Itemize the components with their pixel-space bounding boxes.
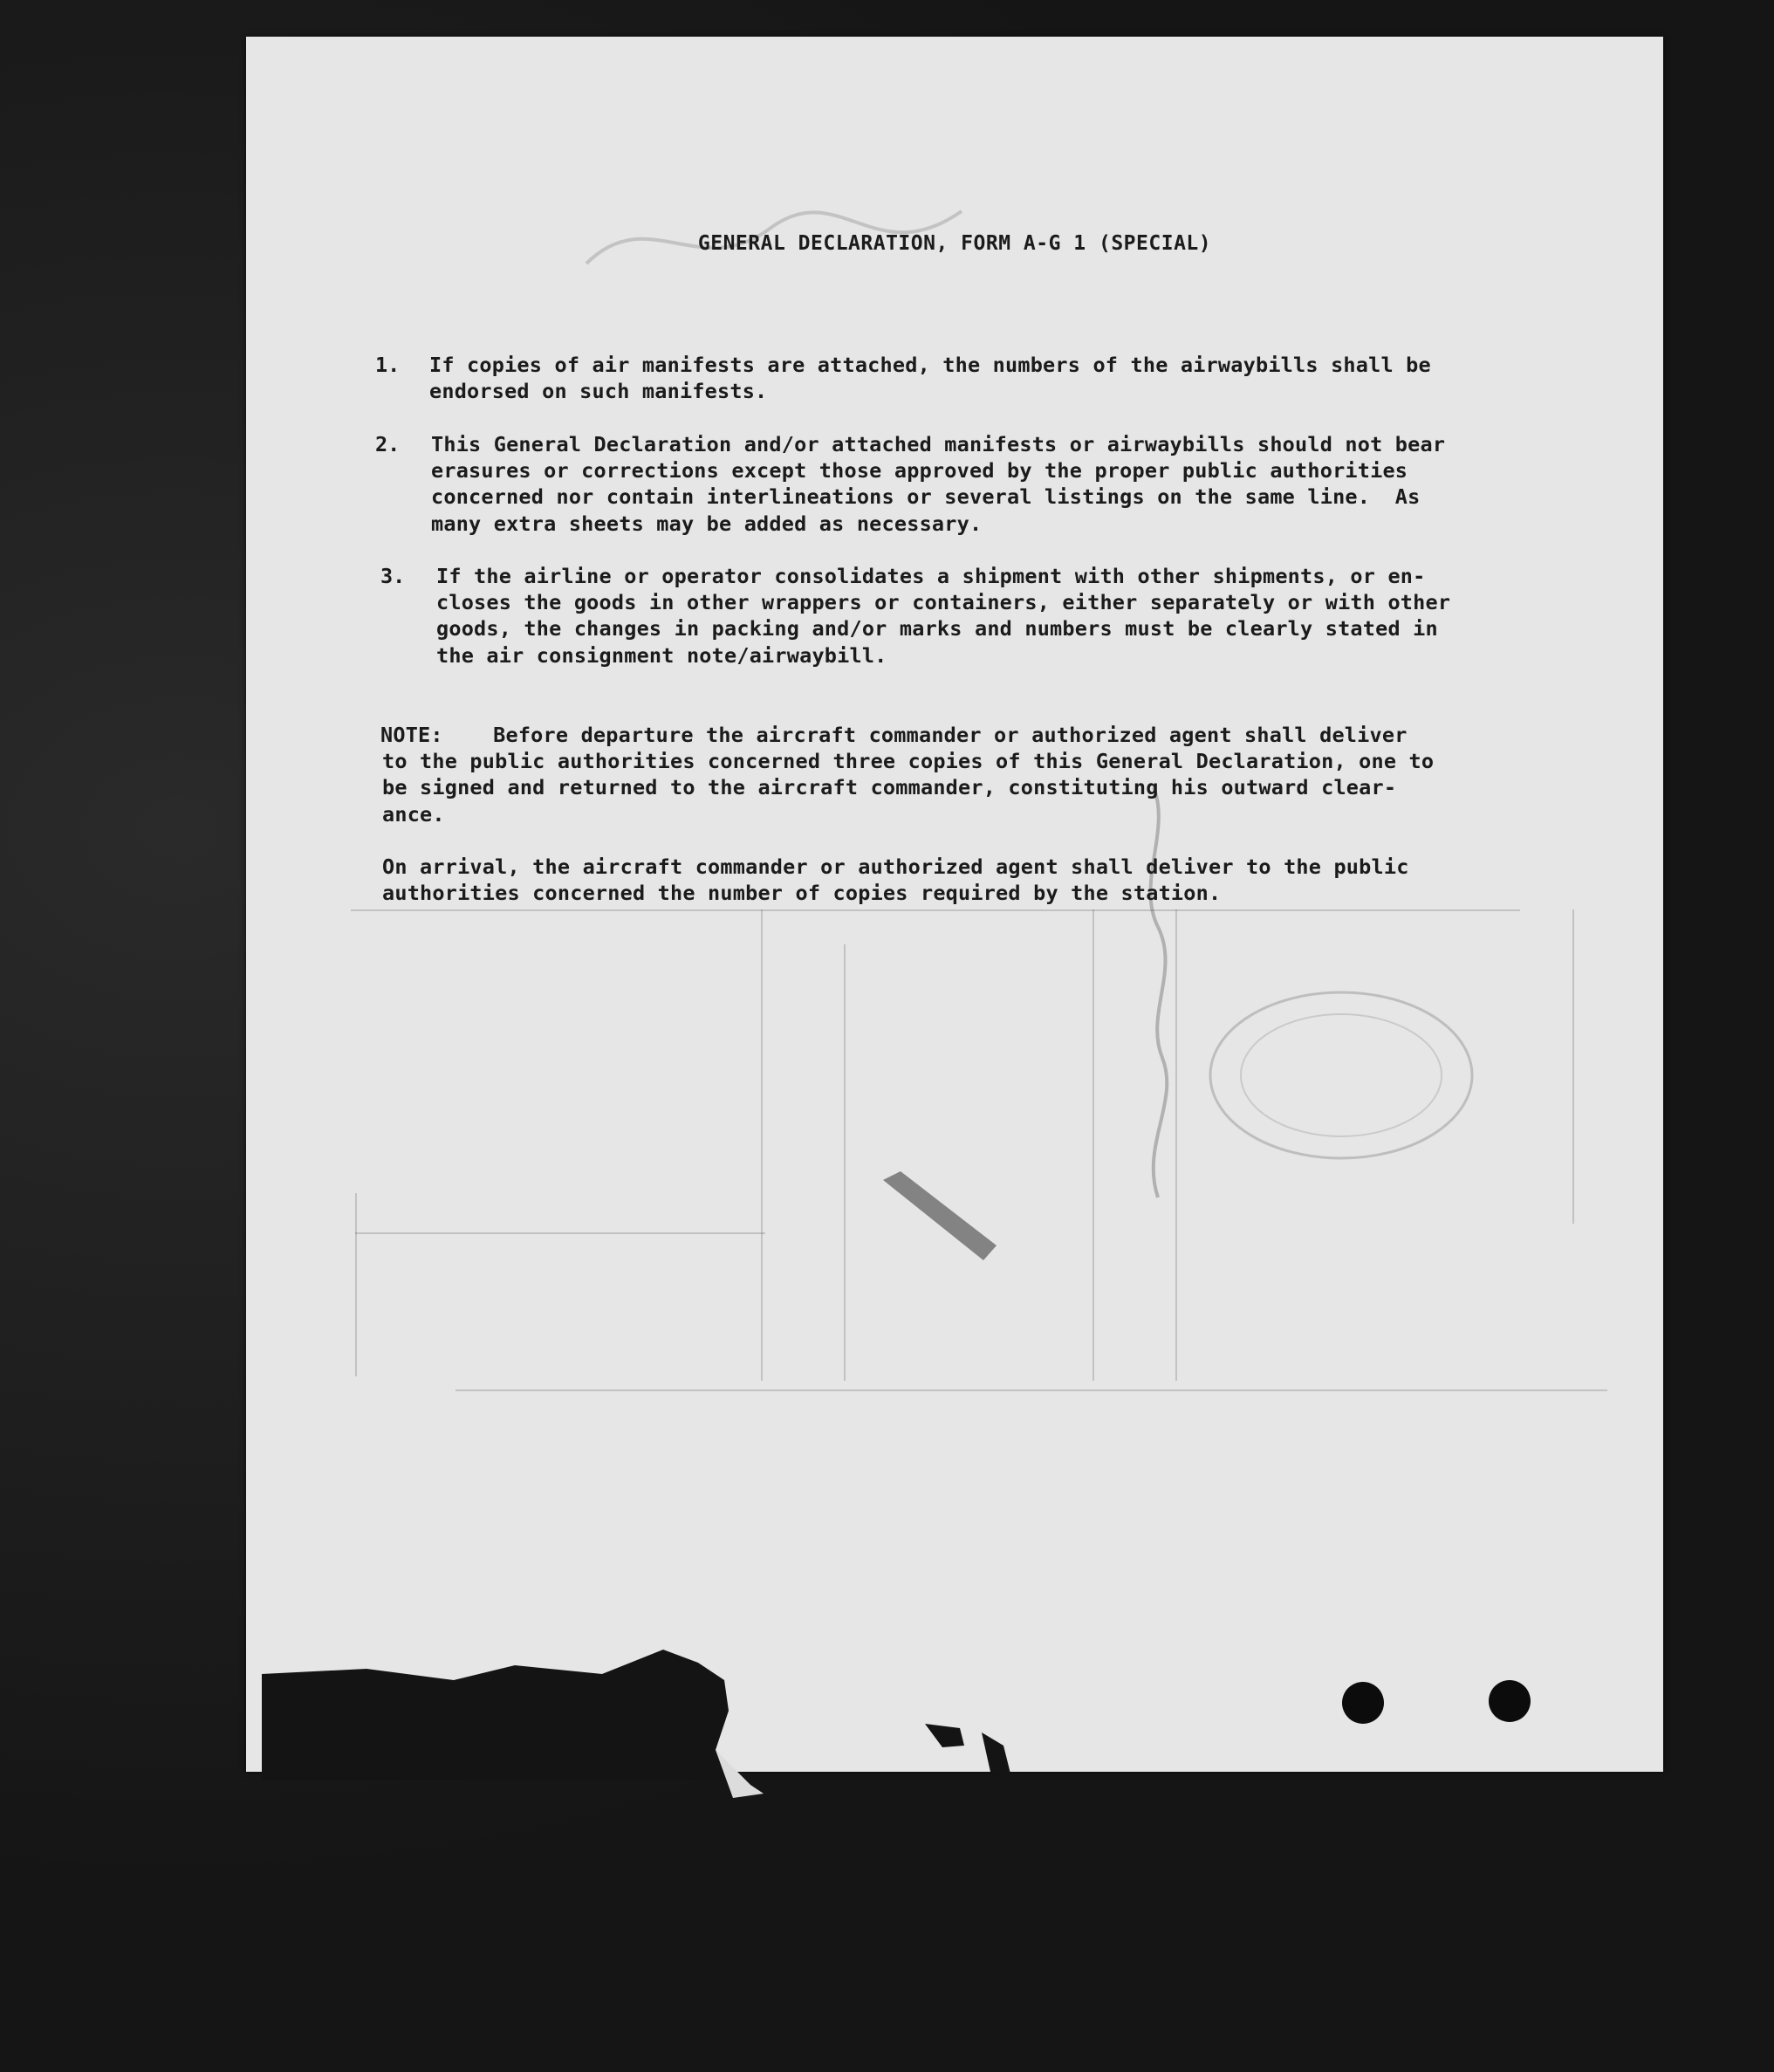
item-1-line-2: endorsed on such manifests. (429, 379, 768, 403)
arrival-line-1: On arrival, the aircraft commander or authorized agent shall deliver to the public (382, 854, 1409, 879)
ink-smudge (874, 1163, 1005, 1267)
bleed-through-rule (1092, 909, 1094, 1381)
note-line-1: NOTE: Before departure the aircraft commander or authorized agent shall deliver (380, 723, 1408, 747)
bleed-through-rule (844, 944, 846, 1381)
note-line-2: to the public authorities concerned three copies of this General Declaration, one to (382, 749, 1435, 773)
note-line-3: be signed and returned to the aircraft commander, constituting his outward clear- (382, 775, 1397, 799)
item-2-line-2: erasures or corrections except those approved by the proper public authorities (431, 458, 1408, 483)
document-title: GENERAL DECLARATION, FORM A-G 1 (SPECIAL) (697, 232, 1212, 255)
item-3-line-2: closes the goods in other wrappers or containers, either separately or with other (436, 590, 1451, 614)
bleed-through-rule (761, 909, 763, 1381)
item-3-line-3: goods, the changes in packing and/or marks and numbers must be clearly stated in (436, 616, 1438, 641)
item-2-line-3: concerned nor contain interlineations or several listings on the same line. As (431, 484, 1421, 509)
bleed-through-rule (355, 1193, 357, 1376)
bleed-through-rule (1572, 909, 1574, 1224)
arrival-line-2: authorities concerned the number of copies required by the station. (382, 881, 1222, 905)
bleed-through-rule (455, 1389, 1607, 1391)
bleed-through-rule (355, 1232, 765, 1234)
punch-hole (1489, 1680, 1531, 1722)
bleed-through-stamp (1197, 979, 1485, 1171)
bleed-through-handwriting (1119, 779, 1188, 1215)
bleed-through-rule (351, 909, 1520, 911)
item-1-line-1: If copies of air manifests are attached, the numbers of the airwaybills shall be (429, 353, 1431, 377)
document-page (246, 37, 1663, 1772)
item-2-line-4: many extra sheets may be added as necessary. (431, 511, 983, 536)
note-line-4: ance. (382, 802, 445, 827)
item-number: 1. (375, 353, 401, 377)
item-3-line-1: If the airline or operator consolidates a shipment with other shipments, or en- (436, 564, 1426, 588)
item-2-line-1: This General Declaration and/or attached manifests or airwaybills should not bear (431, 432, 1446, 456)
item-number: 2. (375, 432, 401, 456)
punch-hole (1342, 1682, 1384, 1724)
item-3-line-4: the air consignment note/airwaybill. (436, 643, 887, 668)
item-number: 3. (380, 564, 406, 588)
